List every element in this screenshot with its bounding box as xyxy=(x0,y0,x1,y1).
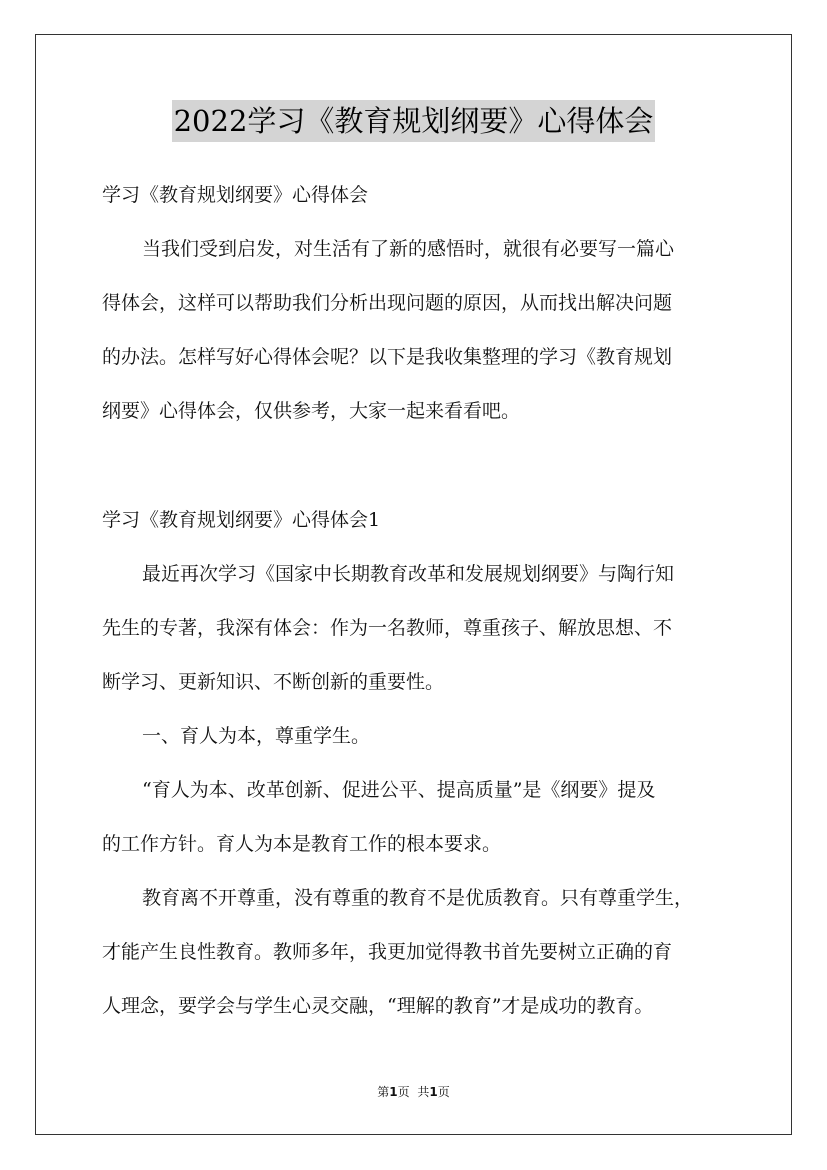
paragraph-line: 最近再次学习《国家中长期教育改革和发展规划纲要》与陶行知 xyxy=(142,563,675,585)
page-label: 第 xyxy=(377,1085,390,1099)
paragraph-line: 的工作方针。育人为本是教育工作的根本要求。 xyxy=(102,833,502,855)
page-footer xyxy=(0,1084,827,1100)
paragraph-line: 的办法。怎样写好心得体会呢？以下是我收集整理的学习《教育规划 xyxy=(102,346,673,368)
total-suffix: 页 xyxy=(437,1085,450,1099)
paragraph-line: 当我们受到启发，对生活有了新的感悟时，就很有必要写一篇心 xyxy=(142,238,675,260)
paragraph-line: “育人为本、改革创新、促进公平、提高质量”是《纲要》提及 xyxy=(142,779,656,801)
paragraph-line: 人理念，要学会与学生心灵交融，“理解的教育”才是成功的教育。 xyxy=(102,995,654,1017)
page-suffix: 页 xyxy=(397,1085,410,1099)
subheading-line: 一、育人为本，尊重学生。 xyxy=(142,725,371,747)
section-heading: 学习《教育规划纲要》心得体会1 xyxy=(102,509,381,531)
paragraph-line: 先生的专著，我深有体会：作为一名教师，尊重孩子、解放思想、不 xyxy=(102,617,673,639)
total-pages: 1 xyxy=(429,1085,438,1099)
title-container xyxy=(0,100,827,142)
paragraph-line: 教育离不开尊重，没有尊重的教育不是优质教育。只有尊重学生， xyxy=(142,887,694,909)
paragraph-line: 纲要》心得体会，仅供参考，大家一起来看看吧。 xyxy=(102,400,521,422)
total-label: 共 xyxy=(417,1085,430,1099)
paragraph-line: 得体会，这样可以帮助我们分析出现问题的原因，从而找出解决问题 xyxy=(102,292,673,314)
paragraph-line: 才能产生良性教育。教师多年，我更加觉得教书首先要树立正确的育 xyxy=(102,941,673,963)
intro-heading: 学习《教育规划纲要》心得体会 xyxy=(102,184,369,206)
paragraph-line: 断学习、更新知识、不断创新的重要性。 xyxy=(102,671,445,693)
page-number: 1 xyxy=(389,1085,398,1099)
document-title: 2022学习《教育规划纲要》心得体会 xyxy=(172,100,656,142)
